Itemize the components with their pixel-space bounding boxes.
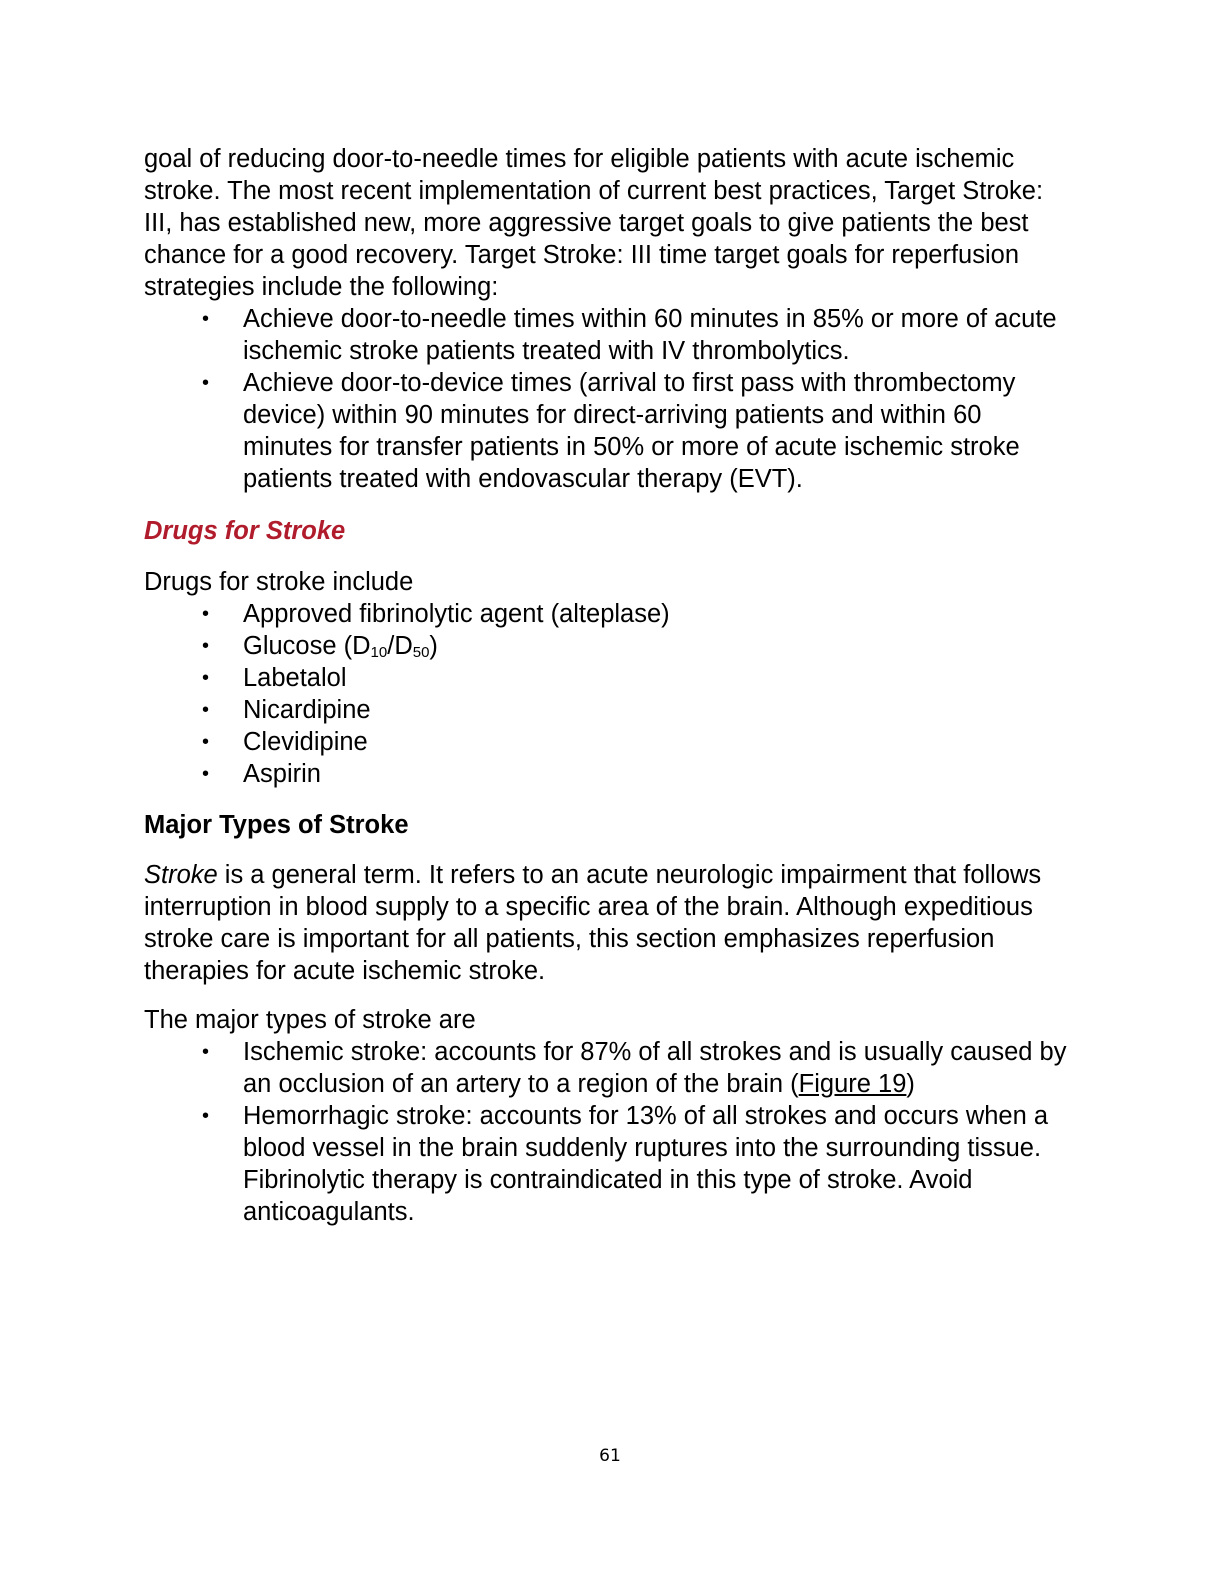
glucose-prefix: Glucose (D [243, 632, 371, 660]
drug-name: Labetalol [243, 664, 347, 692]
glucose-mid: /D [387, 632, 413, 660]
document-page [144, 143, 1074, 1228]
list-item [144, 726, 1074, 758]
types-intro: The major types of stroke are [144, 1006, 476, 1034]
page-number: 61 [599, 1446, 621, 1466]
stroke-types-list [144, 1036, 1074, 1228]
list-item-text: Ischemic stroke: accounts for 87% of all strokes and is usually caused by an occlusion of an artery to a region of the brain ( [243, 1038, 1067, 1098]
list-item [144, 303, 1074, 367]
target-goals-list [144, 303, 1074, 495]
list-item-text: Hemorrhagic stroke: accounts for 13% of all strokes and occurs when a blood vessel in the brain suddenly ruptures into the surrounding tissue. Fibrinolytic therapy is contraindicated in this type of stroke. Avoid anticoagulants. [243, 1102, 1049, 1226]
types-heading: Major Types of Stroke [144, 811, 409, 839]
bullet-icon: • [202, 372, 210, 394]
drugs-intro: Drugs for stroke include [144, 568, 414, 596]
drug-name: Clevidipine [243, 728, 368, 756]
list-item [144, 598, 1074, 630]
spacer [144, 987, 1074, 1004]
list-item [144, 1100, 1074, 1228]
bullet-icon: • [202, 308, 210, 330]
list-item [144, 758, 1074, 790]
list-item [144, 694, 1074, 726]
definition-term: Stroke [144, 861, 218, 889]
bullet-icon: • [202, 731, 210, 753]
bullet-icon: • [202, 699, 210, 721]
subscript: 50 [412, 644, 430, 661]
list-item [144, 1036, 1074, 1100]
drugs-heading: Drugs for Stroke [144, 517, 346, 545]
stroke-definition [144, 859, 1074, 987]
drug-name [243, 632, 438, 660]
list-item-text: Achieve door-to-needle times within 60 minutes in 85% or more of acute ischemic stroke patients treated with IV thrombolytics. [243, 305, 1057, 365]
drug-name: Nicardipine [243, 696, 371, 724]
bullet-icon: • [202, 1105, 210, 1127]
bullet-icon: • [202, 635, 210, 657]
list-item [144, 630, 1074, 662]
intro-paragraph: goal of reducing door-to-needle times for eligible patients with acute ischemic stroke. The most recent implementation of current best practices, Target Stroke: III, has established new, more aggressive target goals to give patients the best chance for a good recovery. Target Stroke: III time target goals for reperfusion strategies include the following: [144, 145, 1044, 301]
list-item [144, 367, 1074, 495]
bullet-icon: • [202, 763, 210, 785]
bullet-icon: • [202, 667, 210, 689]
list-item-text: Achieve door-to-device times (arrival to first pass with thrombectomy device) within 90 minutes for direct-arriving patients and within 60 minutes for transfer patients in 50% or more of acute ischemic stroke patients treated with endovascular therapy (EVT). [243, 369, 1020, 493]
glucose-suffix: ) [429, 632, 438, 660]
drug-name: Aspirin [243, 760, 321, 788]
list-item-suffix: ) [906, 1070, 915, 1098]
subscript: 10 [370, 644, 388, 661]
definition-text: is a general term. It refers to an acute neurologic impairment that follows interruption in blood supply to a specific area of the brain. Although expeditious stroke care is important for all patients, this section emphasizes reperfusion therapies for acute ischemic stroke. [144, 861, 1042, 985]
bullet-icon: • [202, 603, 210, 625]
drug-name: Approved fibrinolytic agent (alteplase) [243, 600, 670, 628]
list-item [144, 662, 1074, 694]
figure-link[interactable]: Figure 19 [798, 1070, 907, 1098]
drugs-list [144, 598, 1074, 790]
bullet-icon: • [202, 1041, 210, 1063]
